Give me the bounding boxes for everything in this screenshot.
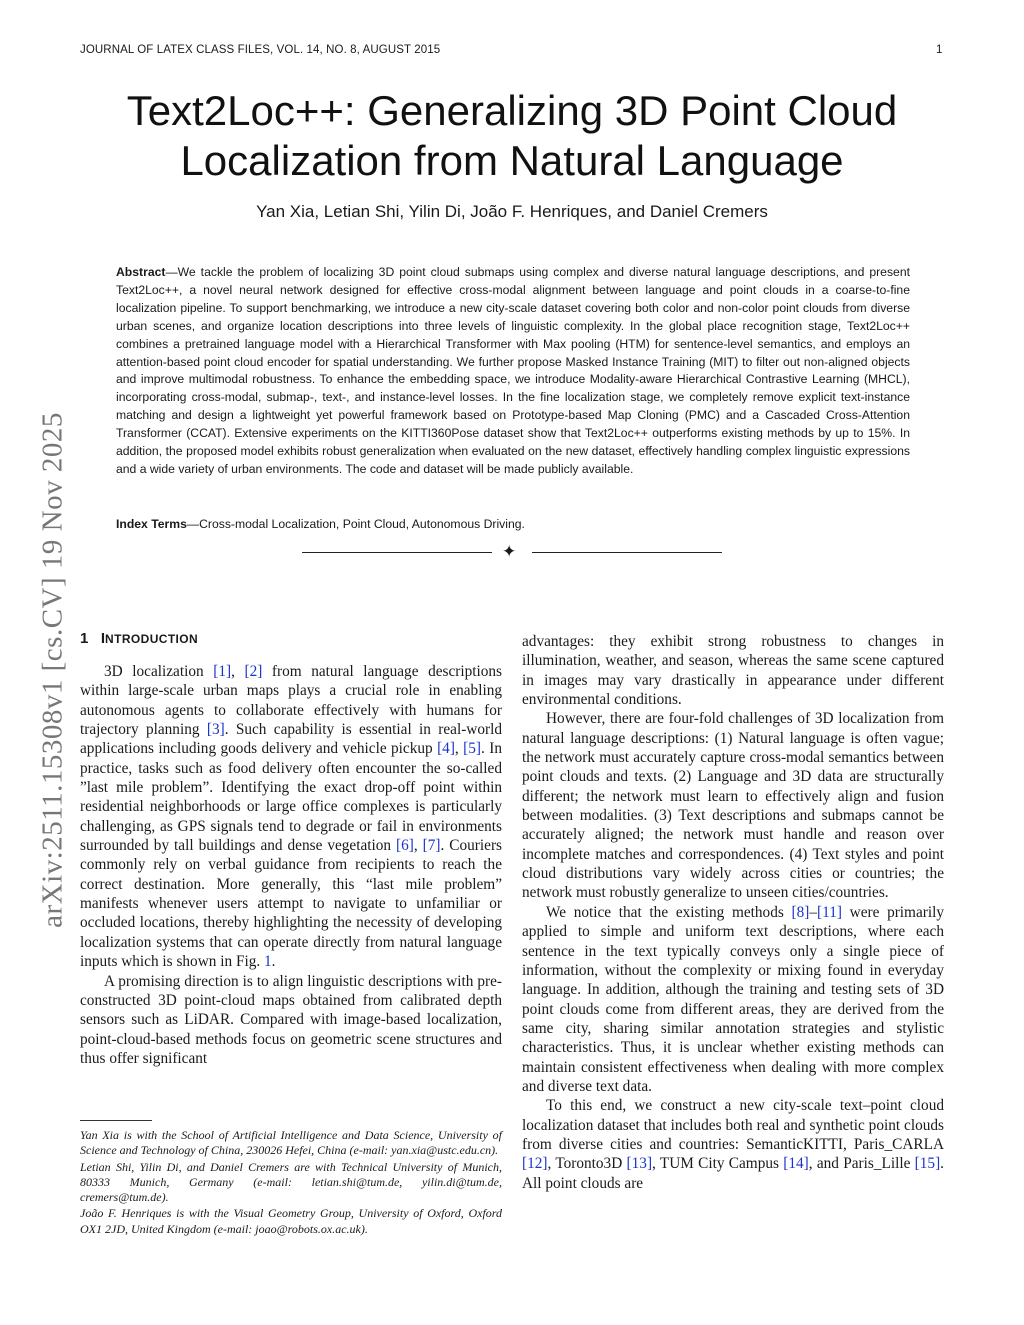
citation-link[interactable]: 1 xyxy=(264,953,272,971)
footnote-rule xyxy=(80,1120,152,1121)
abstract-text: —We tackle the problem of localizing 3D point cloud submaps using complex and diverse natural language descriptions, and present Text2Loc++, a novel neural network designed for effective cross-modal alignment between language and point clouds in a coarse-to-fine localization pipeline. To support benchmarking, we introduce a new city-scale dataset covering both color and non-color point clouds from diverse urban scenes, and organize location descriptions into three levels of linguistic complexity. In the global place recognition stage, Text2Loc++ combines a pretrained language model with a Hierarchical Transformer with Max pooling (HTM) for sentence-level semantics, and employs an attention-based point cloud encoder for spatial understanding. We further propose Masked Instance Training (MIT) to filter out non-aligned objects and improve multimodal robustness. To enhance the embedding space, we introduce Modality-aware Hierarchical Contrastive Learning (MHCL), incorporating cross-modal, submap-, text-, and instance-level losses. In the fine localization stage, we completely remove explicit text-instance matching and design a lightweight yet powerful framework based on Prototype-based Map Cloning (PMC) and a Cascaded Cross-Attention Transformer (CCAT). Extensive experiments on the KITTI360Pose dataset show that Text2Loc++ outperforms existing methods by up to 15%. In addition, the proposed model exhibits robust generalization when evaluated on the new dataset, effectively handling complex linguistic expressions and a wide variety of urban environments. The code and dataset will be made publicly available. xyxy=(116,265,910,476)
index-terms-label: Index Terms xyxy=(116,517,187,531)
index-terms xyxy=(116,517,910,531)
index-terms-text: —Cross-modal Localization, Point Cloud, Autonomous Driving. xyxy=(186,517,525,531)
citation-link[interactable]: [8] xyxy=(791,903,810,921)
body-paragraph: However, there are four-fold challenges of 3D localization from natural language descriptions: (1) Natural language is often vague; the network must accurately capture cross-modal semantics between point clouds and texts. (2) Language and 3D data are structurally different; the network must learn to effectively align and fusion between modalities. (3) Text descriptions and submaps cannot be accurately aligned; the network must handle and reason over incomplete matches and correspondences. (4) Text styles and point cloud distributions vary widely across cities or countries; the network must robustly generalize to unseen cities/countries. xyxy=(522,710,944,902)
running-head: JOURNAL OF LATEX CLASS FILES, VOL. 14, NO. 8, AUGUST 2015 xyxy=(80,44,441,56)
section-number: 1 xyxy=(80,630,89,647)
citation-link[interactable]: [15] xyxy=(914,1155,941,1173)
citation-link[interactable]: [7] xyxy=(422,837,441,855)
author-footnotes xyxy=(80,1128,502,1238)
citation-link[interactable]: [3] xyxy=(206,721,225,739)
paper-title: Text2Loc++: Generalizing 3D Point Cloud Localization from Natural Language xyxy=(126,87,898,184)
separator-diamond-icon: ✦ xyxy=(502,542,517,561)
body-paragraph: A promising direction is to align linguistic descriptions with pre-constructed 3D point-cloud maps obtained from calibrated depth sensors such as LiDAR. Compared with image-based localization, point-cloud-based methods focus on geometric scene structures and thus offer significant xyxy=(80,972,502,1067)
body-paragraph: 3D localization [1], [2] from natural language descriptions within large-scale urban maps plays a crucial role in enabling autonomous agents to collaborate effectively with humans for trajectory planning [3]. Such capability is essential in real-world applications including goods delivery and vehicle pickup [4], [5]. In practice, tasks such as food delivery often encounter the so-called ”last mile problem”. Identifying the exact drop-off point within residential neighborhoods or large office complexes is particularly challenging, as GPS signals tend to degrade or fail in environments surrounded by tall buildings and dense vegetation [6], [7]. Couriers commonly rely on verbal guidance from recipients to reach the correct destination. More generally, this “last mile problem” manifests whenever users attempt to navigate to unfamiliar or occluded locations, thereby highlighting the necessity of developing localization systems that can operate directly from natural language inputs which is shown in Fig. 1. xyxy=(80,663,502,971)
citation-link[interactable]: [12] xyxy=(522,1155,548,1173)
section-title-rest: NTRODUCTION xyxy=(105,632,199,646)
footnote: Yan Xia is with the School of Artificial Intelligence and Data Science, University of Science and Technology of China, 230026 Hefei, China (e-mail: yan.xia@ustc.edu.cn). xyxy=(80,1128,502,1158)
section-heading-introduction xyxy=(80,630,198,647)
abstract xyxy=(116,264,910,479)
citation-link[interactable]: [11] xyxy=(817,903,842,921)
arxiv-identifier-stamp: arXiv:2511.15308v1 [cs.CV] 19 Nov 2025 xyxy=(36,412,69,928)
body-paragraph: advantages: they exhibit strong robustness to changes in illumination, weather, and season, whereas the same scene captured in images may vary drastically in appearance under different environmental conditions. xyxy=(522,633,944,709)
author-list: Yan Xia, Letian Shi, Yilin Di, João F. Henriques, and Daniel Cremers xyxy=(256,202,768,221)
body-paragraph: We notice that the existing methods [8]–[11] were primarily applied to simple and uniform text descriptions, where each sentence in the text typically conveys only a single piece of information, without the complexity or mixing found in everyday language. In addition, although the training and testing sets of 3D point clouds come from different areas, they are derived from the same city, sharing similar annotation strategies and stylistic characteristics. Thus, it is unclear whether existing methods can maintain consistent effectiveness when dealing with more complex and diverse text data. xyxy=(522,903,944,1095)
citation-link[interactable]: [1] xyxy=(213,663,232,680)
separator-rule-right xyxy=(532,552,722,553)
footnote: Letian Shi, Yilin Di, and Daniel Cremers are with Technical University of Munich, 80333 Munich, Germany (e-mail: letian.shi@tum.de, yilin.di@tum.de, cremers@tum.de). xyxy=(80,1159,502,1205)
page-number: 1 xyxy=(936,44,943,56)
citation-link[interactable]: [13] xyxy=(626,1155,653,1173)
body-column-left xyxy=(80,662,502,1068)
footnote: João F. Henriques is with the Visual Geometry Group, University of Oxford, Oxford OX1 2JD, United Kingdom (e-mail: joao@robots.ox.ac.uk). xyxy=(80,1206,502,1236)
citation-link[interactable]: [2] xyxy=(244,663,263,680)
section-title-initial: I xyxy=(100,630,106,647)
separator-rule-left xyxy=(302,552,492,553)
citation-link[interactable]: [4] xyxy=(437,740,455,758)
abstract-label: Abstract xyxy=(116,265,166,279)
body-column-right xyxy=(522,632,944,1193)
citation-link[interactable]: [6] xyxy=(396,837,414,855)
citation-link[interactable]: [14] xyxy=(783,1155,809,1173)
citation-link[interactable]: [5] xyxy=(463,740,481,758)
body-paragraph: To this end, we construct a new city-scale text–point cloud localization dataset that includes both real and synthetic point clouds from diverse cities and countries: SemanticKITTI, Paris_CARLA [12], Toronto3D [13], TUM City Campus [14], and Paris_Lille [15]. All point clouds are xyxy=(522,1097,944,1192)
